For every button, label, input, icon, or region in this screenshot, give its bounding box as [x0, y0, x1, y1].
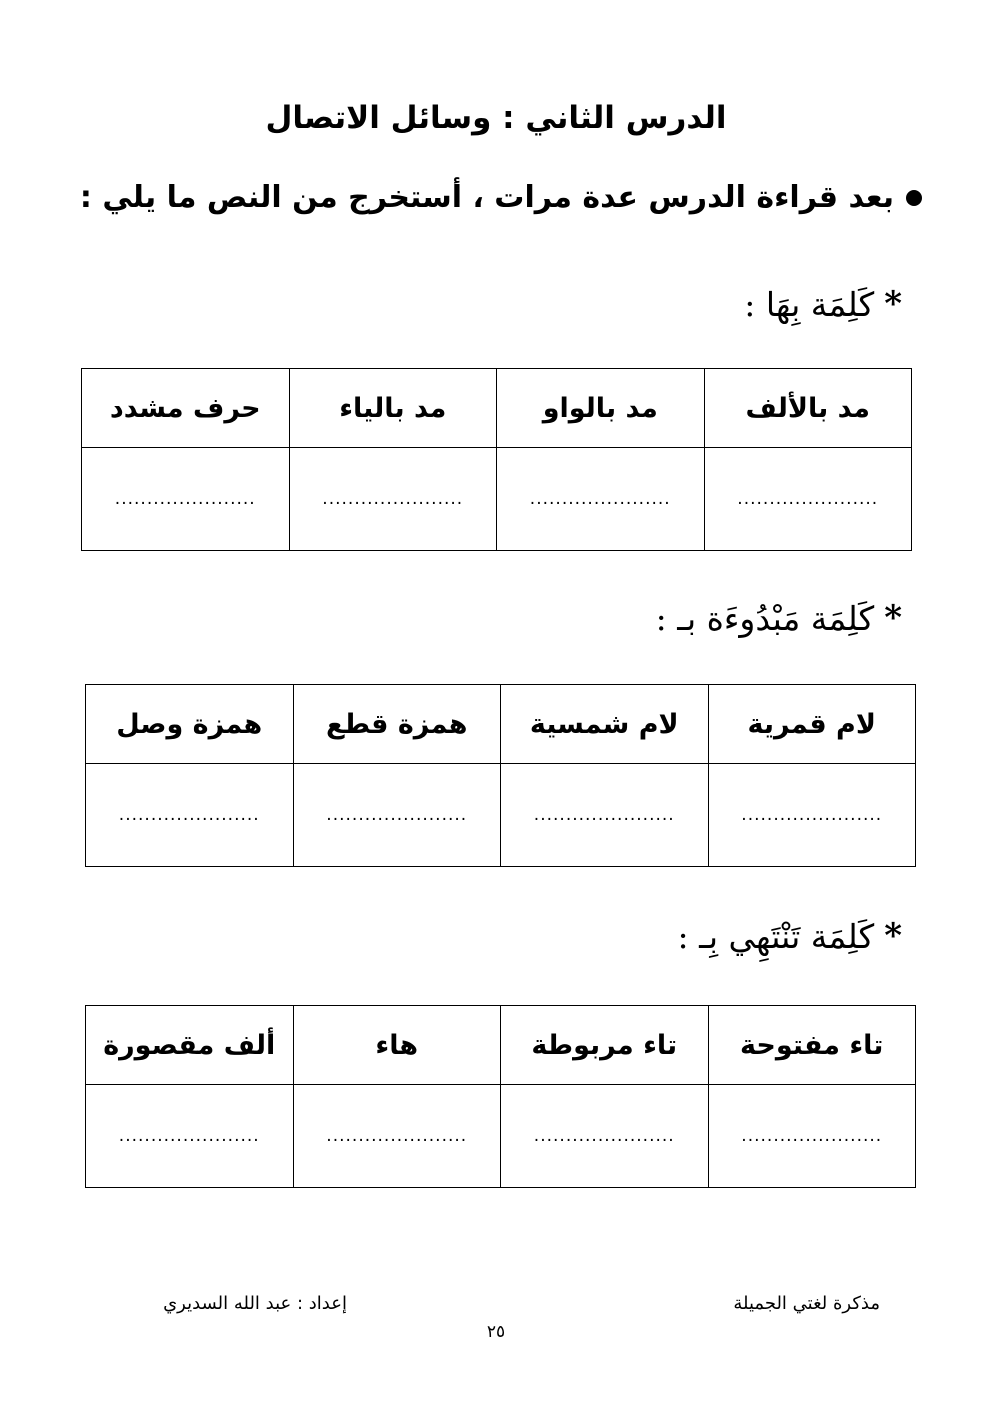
star-icon: *	[884, 284, 902, 324]
instruction-text: بعد قراءة الدرس عدة مرات ، أستخرج من النص ما يلي :	[79, 180, 894, 215]
answer-blank[interactable]: ......................	[501, 764, 709, 867]
header-cell: حرف مشدد	[82, 369, 290, 448]
header-cell: همزة قطع	[293, 685, 501, 764]
answer-blank[interactable]: ......................	[497, 448, 705, 551]
section-heading-1	[744, 284, 902, 324]
table-beginnings	[85, 684, 916, 867]
answer-blank[interactable]: ......................	[289, 448, 497, 551]
answer-blank[interactable]: ......................	[293, 764, 501, 867]
header-cell: تاء مفتوحة	[708, 1006, 916, 1085]
section-heading-text: كَلِمَة بِهَا :	[744, 284, 875, 324]
header-cell: تاء مربوطة	[501, 1006, 709, 1085]
header-cell: هاء	[293, 1006, 501, 1085]
table-vowels	[81, 368, 912, 551]
header-cell: مد بالألف	[704, 369, 912, 448]
section-heading-text: كَلِمَة مَبْدُوءَة بـ :	[655, 598, 875, 638]
header-cell: ألف مقصورة	[86, 1006, 294, 1085]
footer-book-title: مذكرة لغتي الجميلة	[733, 1293, 880, 1314]
page-number: ٢٥	[486, 1322, 506, 1342]
page-title: الدرس الثاني : وسائل الاتصال	[265, 100, 727, 136]
answer-blank[interactable]: ......................	[86, 1085, 294, 1188]
answer-blank[interactable]: ......................	[704, 448, 912, 551]
answer-blank[interactable]: ......................	[82, 448, 290, 551]
answer-blank[interactable]: ......................	[86, 764, 294, 867]
star-icon: *	[884, 598, 902, 638]
footer-author: إعداد : عبد الله السديري	[163, 1293, 347, 1314]
table-answer-row	[86, 1085, 916, 1188]
table-header-row	[86, 685, 916, 764]
table-header-row	[82, 369, 912, 448]
header-cell: مد بالواو	[497, 369, 705, 448]
table-answer-row	[86, 764, 916, 867]
bullet-icon	[906, 190, 922, 206]
header-cell: همزة وصل	[86, 685, 294, 764]
header-cell: مد بالياء	[289, 369, 497, 448]
table-header-row	[86, 1006, 916, 1085]
section-heading-text: كَلِمَة تَنْتَهِي بِـ :	[677, 916, 875, 956]
answer-blank[interactable]: ......................	[501, 1085, 709, 1188]
star-icon: *	[884, 916, 902, 956]
header-cell: لام شمسية	[501, 685, 709, 764]
section-heading-2	[656, 598, 902, 638]
instruction	[80, 180, 922, 215]
table-answer-row	[82, 448, 912, 551]
answer-blank[interactable]: ......................	[293, 1085, 501, 1188]
header-cell: لام قمرية	[708, 685, 916, 764]
section-heading-3	[678, 916, 902, 956]
answer-blank[interactable]: ......................	[708, 764, 916, 867]
table-endings	[85, 1005, 916, 1188]
answer-blank[interactable]: ......................	[708, 1085, 916, 1188]
